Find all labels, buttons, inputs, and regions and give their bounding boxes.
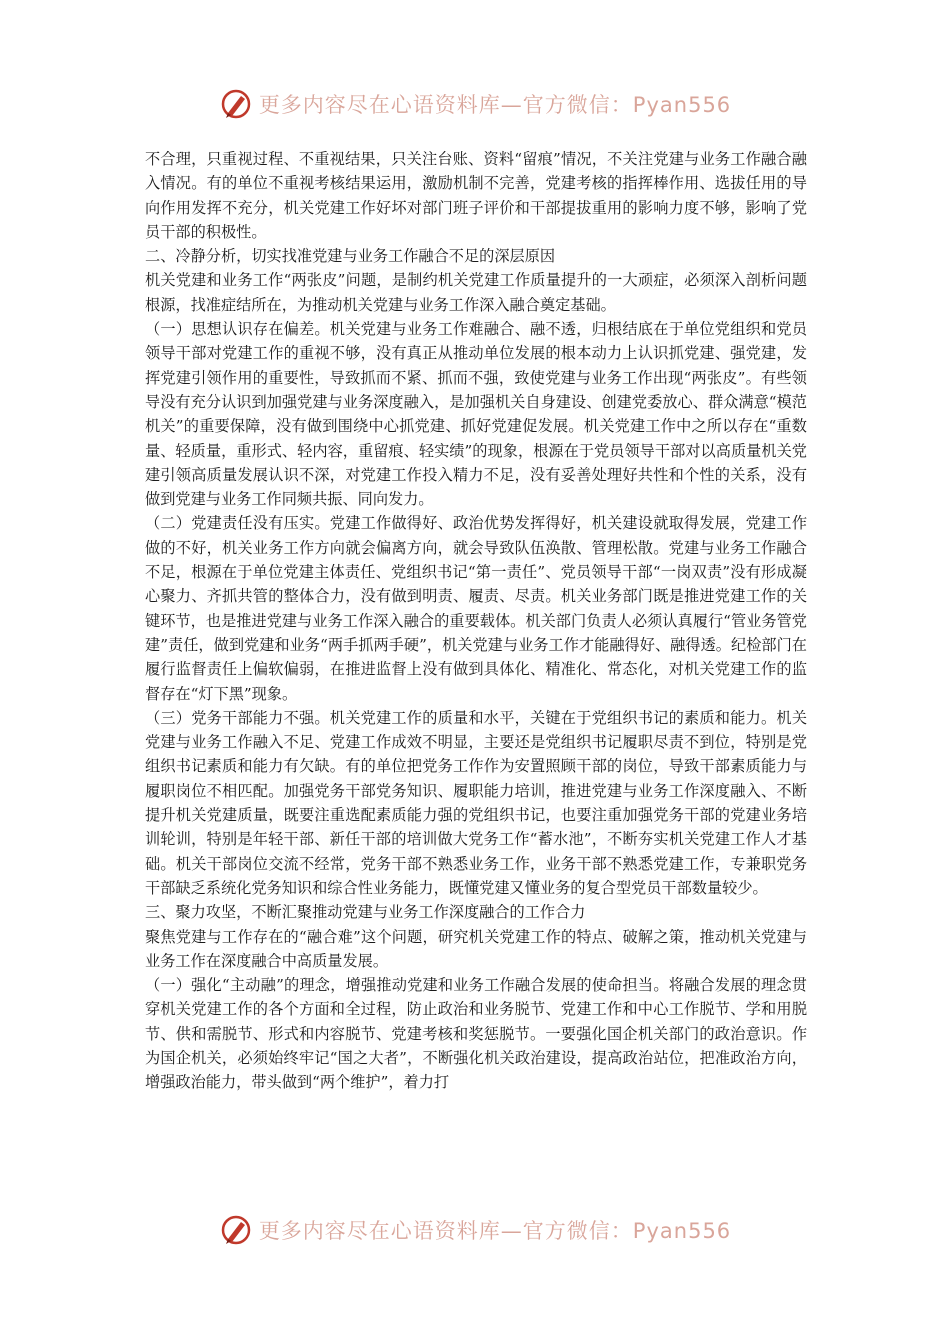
section-heading: 二、冷静分析，切实找准党建与业务工作融合不足的深层原因	[145, 247, 556, 266]
header-watermark	[0, 84, 950, 124]
watermark-text: 更多内容尽在心语资料库—官方微信：Pyan556	[258, 93, 732, 117]
paragraph: 不合理，只重视过程、不重视结果，只关注台账、资料“留痕”情况，不关注党建与业务工作融合融入情况。有的单位不重视考核结果运用，激励机制不完善，党建考核的指挥棒作用、选拔任用的导向作用发挥不充分，机关党建工作好坏对部门班子评价和干部提拔重用的影响力度不够，影响了党员干部的积极性。	[145, 150, 807, 241]
document-body	[145, 147, 807, 1095]
pen-logo-icon	[219, 87, 253, 121]
pen-logo-icon	[219, 1213, 253, 1247]
paragraph: （一）强化“主动融”的理念，增强推动党建和业务工作融合发展的使命担当。将融合发展的理念贯穿机关党建工作的各个方面和全过程，防止政治和业务脱节、党建工作和中心工作脱节、学和用脱节、供和需脱节、形式和内容脱节、党建考核和奖惩脱节。一要强化国企机关部门的政治意识。作为国企机关，必须始终牢记“国之大者”，不断强化机关政治建设，提高政治站位，把准政治方向，增强政治能力，带头做到“两个维护”，着力打	[145, 976, 807, 1092]
paragraph: （三）党务干部能力不强。机关党建工作的质量和水平，关键在于党组织书记的素质和能力。机关党建与业务工作融入不足、党建工作成效不明显，主要还是党组织书记履职尽责不到位，特别是党组织书记素质和能力有欠缺。有的单位把党务工作作为安置照顾干部的岗位，导致干部素质能力与履职岗位不相匹配。加强党务干部党务知识、履职能力培训，推进党建与业务工作深度融入、不断提升机关党建质量，既要注重选配素质能力强的党组织书记，也要注重加强党务干部的党建业务培训轮训，特别是年轻干部、新任干部的培训做大党务工作“蓄水池”，不断夯实机关党建工作人才基础。机关干部岗位交流不经常，党务干部不熟悉业务工作，业务干部不熟悉党建工作，专兼职党务干部缺乏系统化党务知识和综合性业务能力，既懂党建又懂业务的复合型党员干部数量较少。	[145, 708, 807, 897]
paragraph: （一）思想认识存在偏差。机关党建与业务工作难融合、融不透，归根结底在于单位党组织和党员领导干部对党建工作的重视不够，没有真正从推动单位发展的根本动力上认识抓党建、强党建，发挥党建引领作用的重要性，导致抓而不紧、抓而不强，致使党建与业务工作出现“两张皮”。有些领导没有充分认识到加强党建与业务深度融入，是加强机关自身建设、创建党委放心、群众满意“模范机关”的重要保障，没有做到围绕中心抓党建、抓好党建促发展。机关党建工作中之所以存在“重数量、轻质量，重形式、轻内容，重留痕、轻实绩”的现象，根源在于党员领导干部对以高质量机关党建引领高质量发展认识不深，对党建工作投入精力不足，没有妥善处理好共性和个性的关系，没有做到党建与业务工作同频共振、同向发力。	[145, 320, 807, 509]
watermark-text: 更多内容尽在心语资料库—官方微信：Pyan556	[258, 1219, 732, 1243]
paragraph: 机关党建和业务工作“两张皮”问题，是制约机关党建工作质量提升的一大顽症，必须深入剖析问题根源，找准症结所在，为推动机关党建与业务工作深入融合奠定基础。	[145, 271, 807, 314]
footer-watermark	[0, 1210, 950, 1250]
paragraph: 聚焦党建与工作存在的“融合难”这个问题，研究机关党建工作的特点、破解之策，推动机关党建与业务工作在深度融合中高质量发展。	[145, 927, 807, 970]
section-heading: 三、聚力攻坚，不断汇聚推动党建与业务工作深度融合的工作合力	[145, 903, 586, 922]
paragraph: （二）党建责任没有压实。党建工作做得好、政治优势发挥得好，机关建设就取得发展，党建工作做的不好，机关业务工作方向就会偏离方向，就会导致队伍涣散、管理松散。党建与业务工作融合不足，根源在于单位党建主体责任、党组织书记“第一责任”、党员领导干部“一岗双责”没有形成凝心聚力、齐抓共管的整体合力，没有做到明责、履责、尽责。机关业务部门既是推进党建工作的关键环节，也是推进党建与业务工作深入融合的重要载体。机关部门负责人必须认真履行“管业务管党建”责任，做到党建和业务“两手抓两手硬”，机关党建与业务工作才能融得好、融得透。纪检部门在履行监督责任上偏软偏弱，在推进监督上没有做到具体化、精准化、常态化，对机关党建工作的监督存在“灯下黑”现象。	[145, 514, 807, 703]
